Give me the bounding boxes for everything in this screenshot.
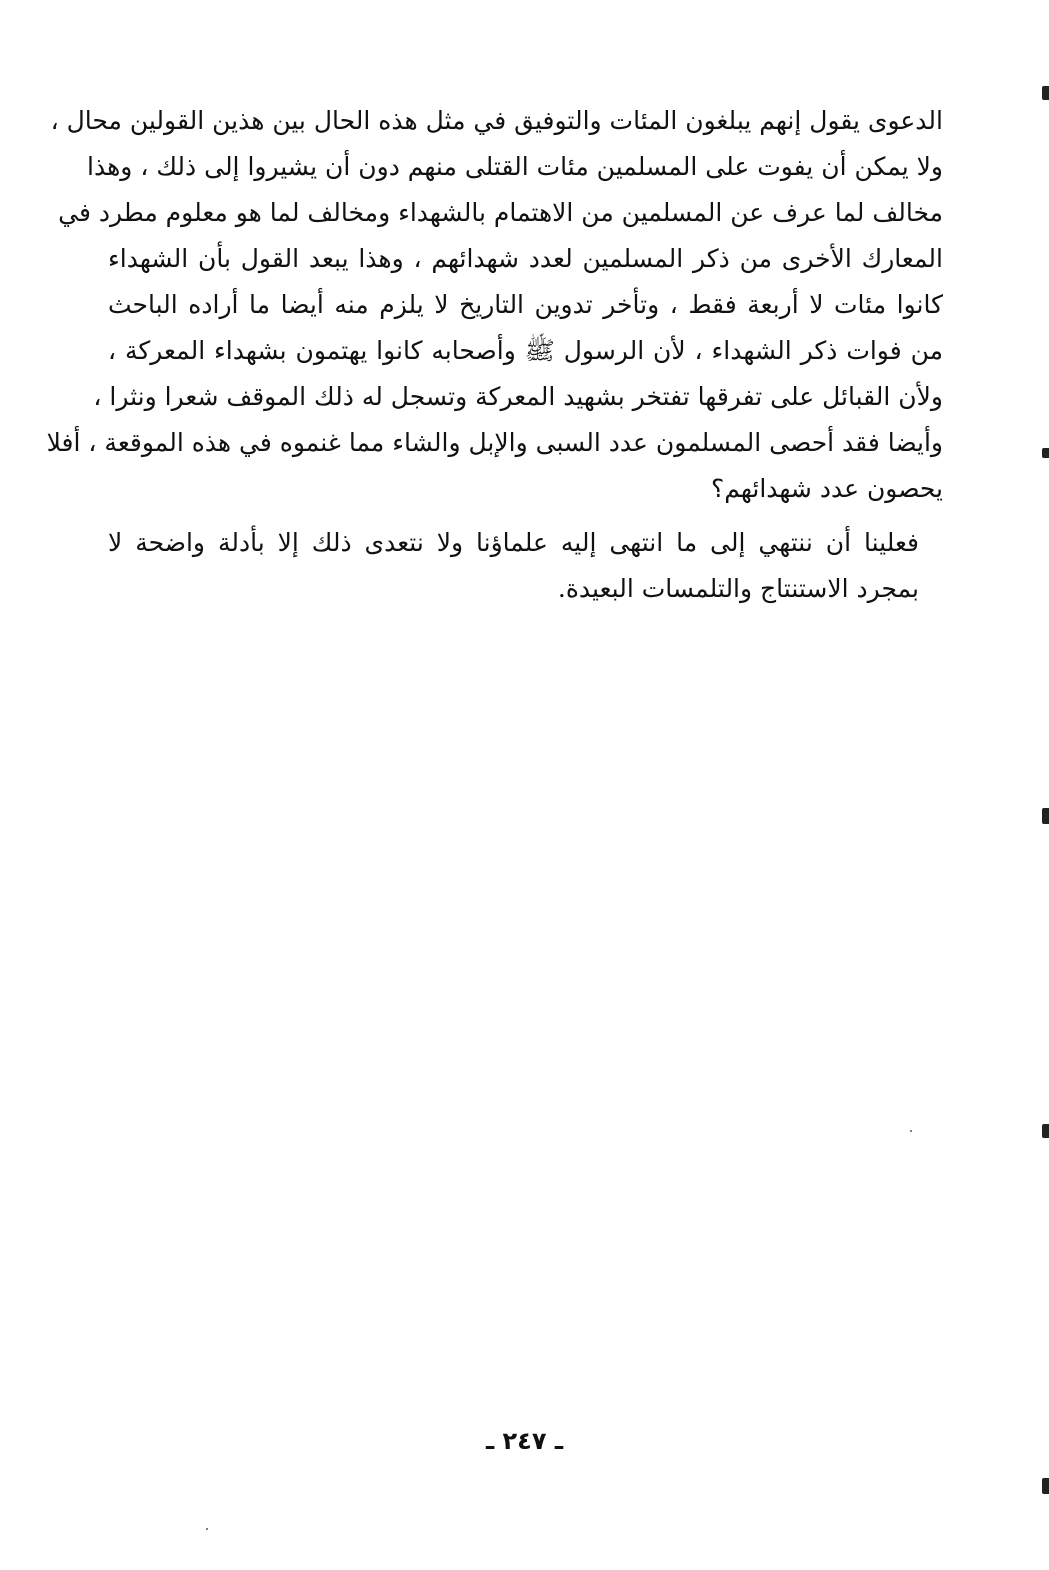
paragraph-1	[46, 98, 943, 512]
text-line: الدعوى يقول إنهم يبلغون المئات والتوفيق في مثل هذه الحال بين هذين القولين محال ،	[50, 106, 943, 135]
text-line: مخالف لما عرف عن المسلمين من الاهتمام بالشهداء ومخالف لما هو معلوم مطرد في	[58, 198, 943, 227]
scan-edge-mark	[1042, 448, 1049, 458]
text-line: يحصون عدد شهدائهم؟	[710, 474, 943, 503]
scan-edge-mark	[1042, 808, 1049, 824]
text-line: من فوات ذكر الشهداء ، لأن الرسول ﷺ وأصحابه كانوا يهتمون بشهداء المعركة ،	[108, 336, 943, 365]
paragraph-2	[108, 520, 943, 612]
scan-edge-mark	[1042, 1478, 1049, 1494]
scan-speck	[910, 1130, 912, 1132]
text-line: فعلينا أن ننتهي إلى ما انتهى إليه علماؤنا ولا نتعدى ذلك إلا بأدلة واضحة لا	[108, 528, 919, 557]
scan-speck	[206, 1528, 208, 1530]
text-line: ولأن القبائل على تفرقها تفتخر بشهيد المعركة وتسجل له ذلك الموقف شعرا ونثرا ،	[93, 382, 943, 411]
text-line: المعارك الأخرى من ذكر المسلمين لعدد شهدائهم ، وهذا يبعد القول بأن الشهداء	[108, 244, 943, 273]
body-text	[46, 98, 943, 612]
page-number: ـ ٢٤٧ ـ	[485, 1427, 564, 1455]
text-line: بمجرد الاستنتاج والتلمسات البعيدة.	[557, 574, 919, 603]
scan-edge-mark	[1042, 86, 1049, 100]
text-line: كانوا مئات لا أربعة فقط ، وتأخر تدوين التاريخ لا يلزم منه أيضا ما أراده الباحث	[108, 290, 943, 319]
text-line: ولا يمكن أن يفوت على المسلمين مئات القتلى منهم دون أن يشيروا إلى ذلك ، وهذا	[87, 152, 943, 181]
scan-edge-mark	[1042, 1124, 1049, 1138]
text-line: وأيضا فقد أحصى المسلمون عدد السبى والإبل والشاء مما غنموه في هذه الموقعة ، أفلا	[46, 428, 943, 457]
